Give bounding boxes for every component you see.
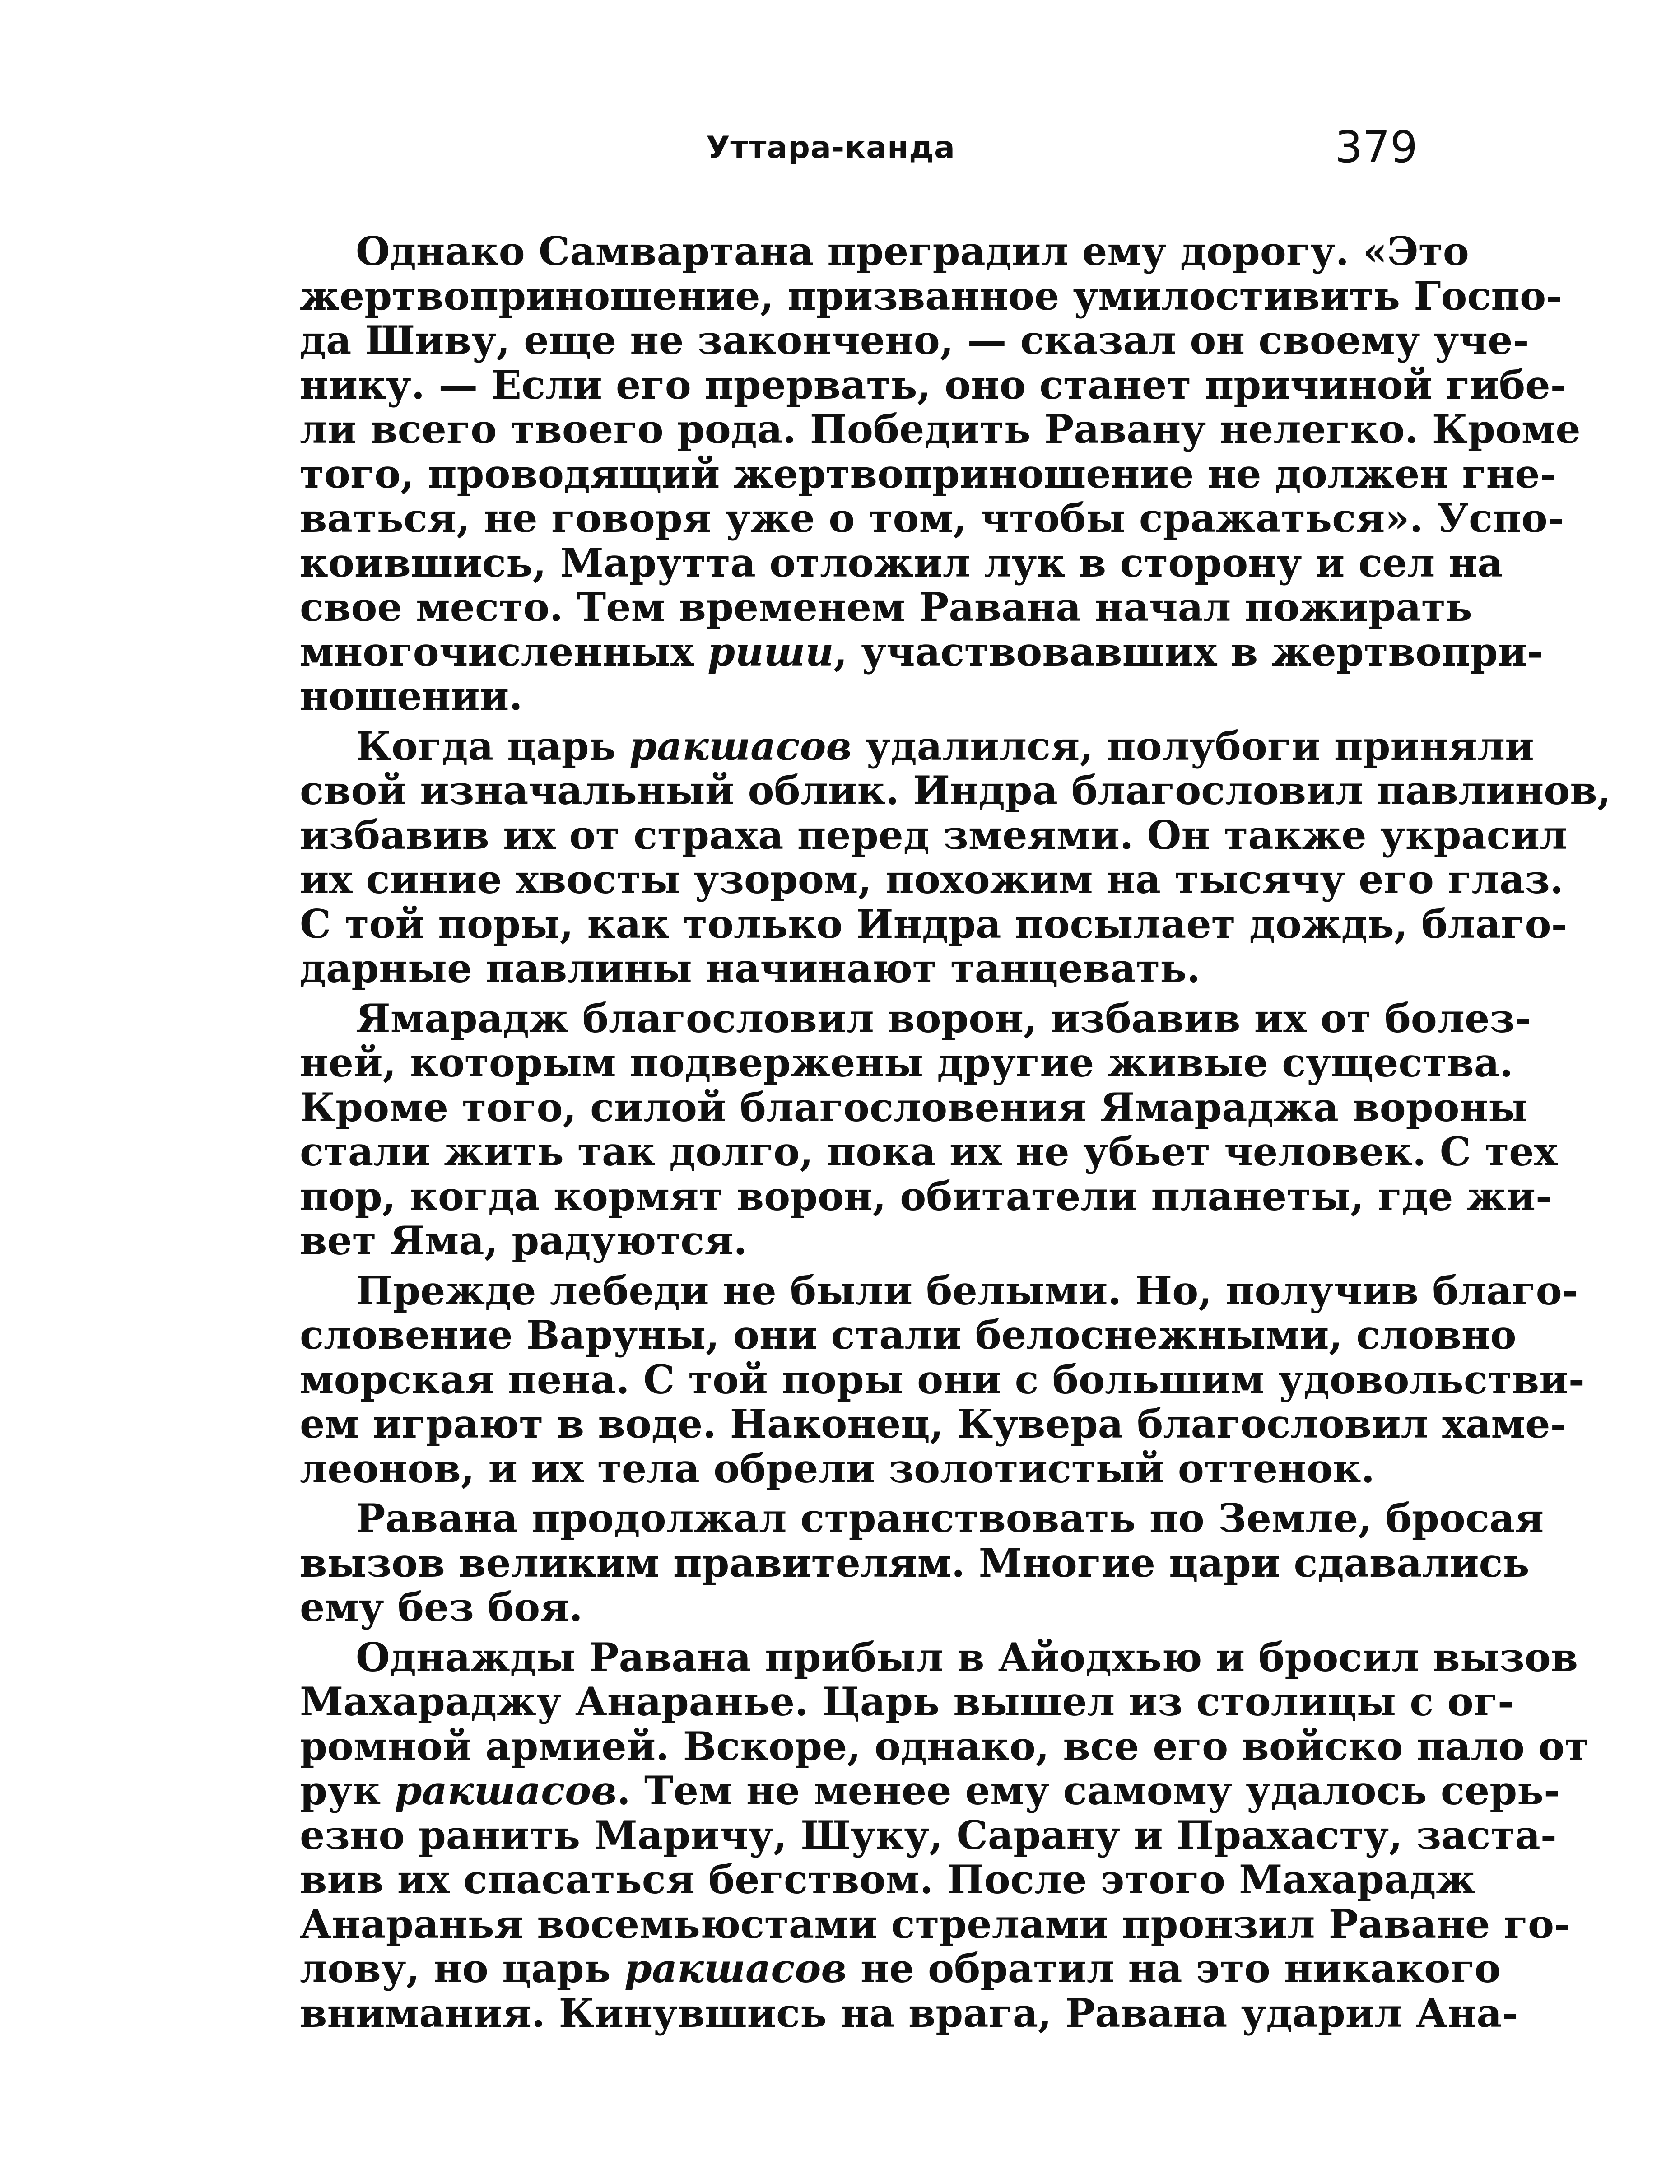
- paragraph: [244, 228, 1581, 719]
- text-line: да Шиву, еще не закончено, — сказал он своему уче-: [300, 317, 1529, 363]
- text-line: ли всего твоего рода. Победить Равану нелегко. Кроме: [300, 406, 1581, 452]
- text-line: ем играют в воде. Наконец, Кувера благословил хаме-: [300, 1401, 1567, 1447]
- text-line: избавив их от страха перед змеями. Он также украсил: [300, 811, 1568, 858]
- text-line: стали жить так долго, пока их не убьет человек. С тех: [300, 1128, 1558, 1175]
- text-line: Когда царь ракшасов удалился, полубоги приняли: [356, 722, 1534, 769]
- running-title: Уттара-канда: [706, 130, 955, 166]
- text-line: Махараджу Анаранье. Царь вышел из столицы с ог-: [300, 1678, 1514, 1725]
- page-number: 379: [1335, 122, 1418, 172]
- text-line: Равана продолжал странствовать по Земле, бросая: [356, 1495, 1544, 1541]
- text-line: свое место. Тем временем Равана начал пожирать: [300, 584, 1472, 630]
- text-line: ней, которым подвержены другие живые существа.: [300, 1039, 1513, 1086]
- body-text: [244, 228, 1611, 2036]
- text-line: езно ранить Маричу, Шуку, Сарану и Прахасту, заста-: [300, 1811, 1557, 1858]
- text-line: Кроме того, силой благословения Ямараджа вороны: [300, 1084, 1528, 1131]
- text-line: дарные павлины начинают танцевать.: [300, 945, 1201, 992]
- text-line: Анаранья восемьюстами стрелами пронзил Раване го-: [300, 1900, 1571, 1947]
- paragraph: [244, 722, 1611, 992]
- text-line: вет Яма, радуются.: [300, 1217, 747, 1264]
- text-line: ромной армией. Вскоре, однако, все его войско пало от: [300, 1723, 1589, 1770]
- text-line: пор, когда кормят ворон, обитатели планеты, где жи-: [300, 1173, 1552, 1220]
- text-line: морская пена. С той поры они с большим удовольстви-: [300, 1356, 1585, 1403]
- text-line: свой изначальный облик. Индра благословил павлинов,: [300, 767, 1611, 814]
- page-header: [244, 122, 1418, 185]
- text-line: жертвоприношение, призванное умилостивить Госпо-: [300, 272, 1563, 319]
- paragraph: [244, 1267, 1585, 1492]
- text-line: того, проводящий жертвоприношение не должен гне-: [300, 450, 1556, 497]
- text-line: внимания. Кинувшись на врага, Равана ударил Ана-: [300, 1989, 1518, 2036]
- text-line: нику. — Если его прервать, оно станет причиной гибе-: [300, 361, 1567, 408]
- text-line: многочисленных риши, участвовавших в жертвопри-: [300, 628, 1544, 675]
- text-line: вив их спасаться бегством. После этого Махарадж: [300, 1856, 1476, 1903]
- text-line: словение Варуны, они стали белоснежными, словно: [300, 1312, 1517, 1358]
- text-line: Ямарадж благословил ворон, избавив их от болез-: [356, 995, 1531, 1042]
- paragraph: [244, 1634, 1589, 2036]
- text-line: Однако Самвартана преградил ему дорогу. «Это: [356, 228, 1469, 275]
- text-line: вызов великим правителям. Многие цари сдавались: [300, 1539, 1530, 1586]
- text-line: коившись, Марутта отложил лук в сторону и сел на: [300, 539, 1503, 586]
- book-page: [244, 122, 1611, 2041]
- text-line: ваться, не говоря уже о том, чтобы сражаться». Успо-: [300, 495, 1564, 541]
- text-line: ношении.: [300, 673, 523, 719]
- text-line: ему без боя.: [300, 1584, 583, 1630]
- text-line: С той поры, как только Индра посылает дождь, благо-: [300, 900, 1568, 947]
- text-line: Прежде лебеди не были белыми. Но, получив благо-: [356, 1267, 1578, 1314]
- text-line: леонов, и их тела обрели золотистый оттенок.: [300, 1445, 1375, 1492]
- paragraph: [244, 995, 1558, 1264]
- text-line: лову, но царь ракшасов не обратил на это никакого: [300, 1945, 1501, 1992]
- text-line: Однажды Равана прибыл в Айодхью и бросил вызов: [356, 1634, 1578, 1681]
- text-line: рук ракшасов. Тем не менее ему самому удалось серь-: [300, 1767, 1560, 1814]
- paragraph: [244, 1495, 1544, 1630]
- text-line: их синие хвосты узором, похожим на тысячу его глаз.: [300, 856, 1564, 903]
